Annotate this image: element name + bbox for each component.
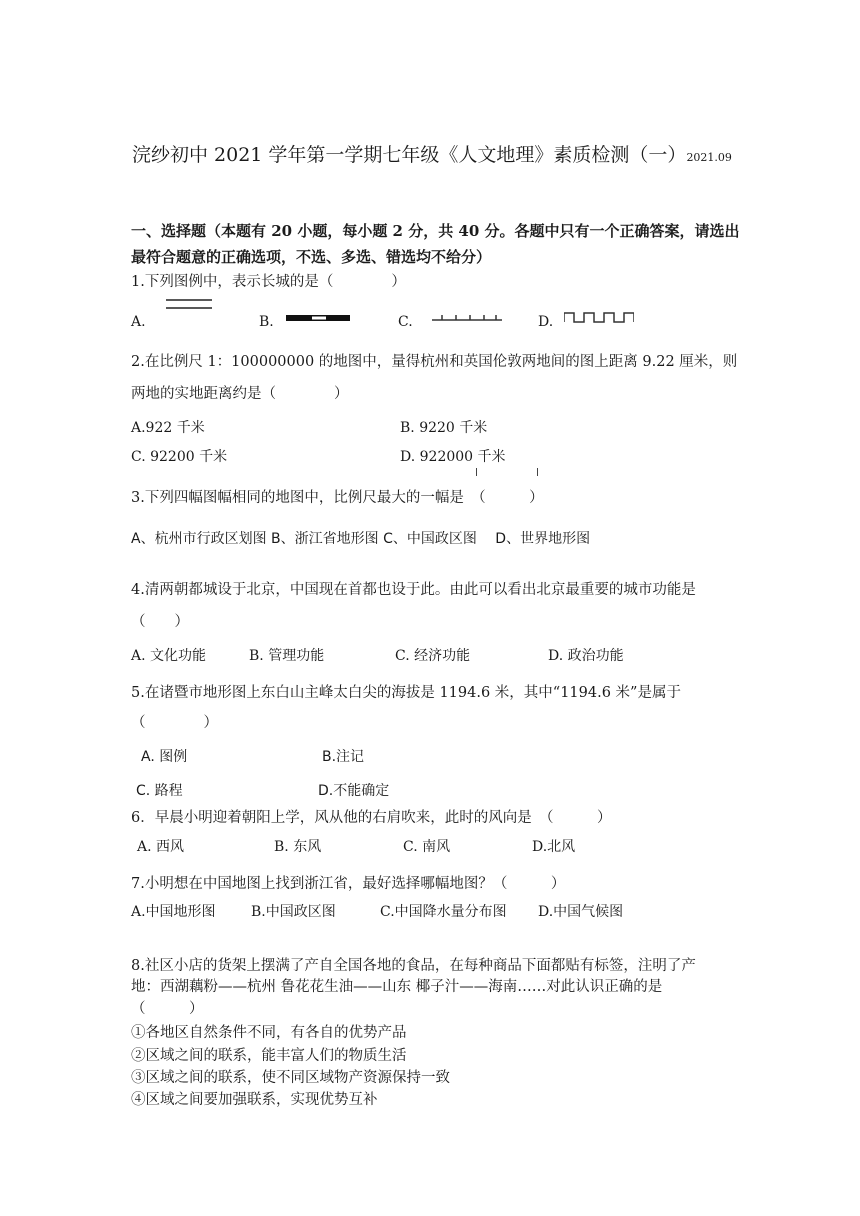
q6-option-a: A. 西风 <box>137 839 185 855</box>
q4-option-c: C. 经济功能 <box>395 648 471 664</box>
question-8-stem-line3: （ ） <box>131 1001 204 1017</box>
question-2-stem-line2: 两地的实地距离约是（ ） <box>131 386 349 402</box>
boundary-symbol-option-c <box>432 312 502 322</box>
question-7-stem: 7.小明想在中国地图上找到浙江省，最好选择哪幅地图？（ ） <box>131 876 566 892</box>
q4-option-d: D. 政治功能 <box>548 648 624 664</box>
q2-option-a: A.922 千米 <box>131 420 205 436</box>
question-4-stem-line1: 4.清两朝都城设于北京，中国现在首都也设于此。由此可以看出北京最重要的城市功能是 <box>131 582 696 598</box>
great-wall-symbol-option-a <box>166 298 212 312</box>
q5-option-d: D.不能确定 <box>318 783 390 799</box>
q5-option-b: B.注记 <box>322 749 365 765</box>
title-main: 浣纱初中 2021 学年第一学期七年级《人文地理》素质检测（一） <box>132 144 687 166</box>
q6-option-b: B. 东风 <box>274 839 322 855</box>
wall-symbol-option-d <box>564 310 634 324</box>
question-3-stem: 3.下列四幅图幅相同的地图中，比例尺最大的一幅是 （ ） <box>131 490 544 506</box>
question-4-stem-line2: （ ） <box>131 614 189 630</box>
title-date: 2021.09 <box>686 151 732 164</box>
question-1-stem: 1.下列图例中，表示长城的是（ ） <box>131 274 406 290</box>
q4-option-b: B. 管理功能 <box>249 648 325 664</box>
q3-options: A、杭州市行政区划图 B、浙江省地形图 C、中国政区图 D、世界地形图 <box>131 531 591 547</box>
q8-statement-2: ②区域之间的联系，能丰富人们的物质生活 <box>131 1048 407 1064</box>
section-heading <box>131 218 740 270</box>
q7-option-b: B.中国政区图 <box>251 904 336 920</box>
q7-option-a: A.中国地形图 <box>131 904 216 920</box>
q8-statement-1: ①各地区自然条件不同，有各自的优势产品 <box>131 1025 407 1041</box>
question-6-stem: 6．早晨小明迎着朝阳上学，风从他的右肩吹来，此时的风向是 （ ） <box>131 810 612 826</box>
question-2-stem-line1: 2.在比例尺 1：100000000 的地图中，量得杭州和英国伦敦两地间的图上距离 9.22 厘米，则 <box>131 354 738 370</box>
tick-mark <box>537 468 538 476</box>
railway-symbol-option-b <box>286 314 350 322</box>
exam-title <box>132 140 732 167</box>
q1-option-b: B. <box>259 314 274 330</box>
q6-option-d: D.北风 <box>532 839 576 855</box>
q7-option-d: D.中国气候图 <box>538 904 624 920</box>
q1-option-d: D. <box>538 314 554 330</box>
q7-option-c: C.中国降水量分布图 <box>380 904 507 920</box>
question-8-stem-line2: 地：西湖藕粉——杭州 鲁花花生油——山东 椰子汁——海南……对此认识正确的是 <box>131 979 663 995</box>
section-heading-line1: 一、选择题（本题有 20 小题，每小题 2 分，共 40 分。各题中只有一个正确答案，请选出 <box>131 222 740 240</box>
q5-option-c: C. 路程 <box>136 783 183 799</box>
question-5-stem-line2: （ ） <box>131 715 218 731</box>
q8-statement-4: ④区域之间要加强联系，实现优势互补 <box>131 1092 378 1108</box>
q1-option-a: A. <box>131 314 146 330</box>
q4-option-a: A. 文化功能 <box>131 648 207 664</box>
section-heading-line2: 最符合题意的正确选项，不选、多选、错选均不给分） <box>131 248 492 266</box>
q5-option-a: A. 图例 <box>141 749 188 765</box>
q1-option-c: C. <box>398 314 413 330</box>
question-8-stem-line1: 8.社区小店的货架上摆满了产自全国各地的食品，在每种商品下面都贴有标签，注明了产 <box>131 958 696 974</box>
q2-option-d: D. 922000 千米 <box>400 449 506 465</box>
q2-option-c: C. 92200 千米 <box>131 449 228 465</box>
tick-mark <box>476 468 477 476</box>
q2-option-b: B. 9220 千米 <box>400 420 488 436</box>
question-5-stem-line1: 5.在诸暨市地形图上东白山主峰太白尖的海拔是 1194.6 米，其中“1194.6 米”是属于 <box>131 685 681 701</box>
q8-statement-3: ③区域之间的联系，使不同区域物产资源保持一致 <box>131 1070 450 1086</box>
q6-option-c: C. 南风 <box>403 839 451 855</box>
